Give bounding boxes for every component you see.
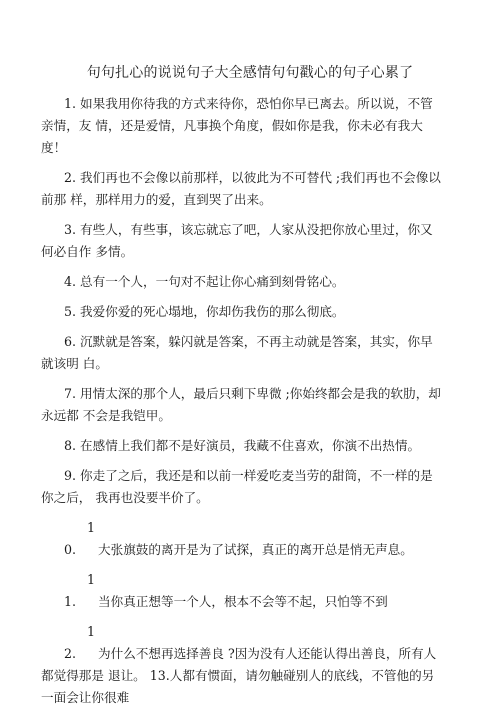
list-item: [41, 219, 445, 263]
list-item: [41, 301, 445, 323]
item-number: 8.: [64, 438, 77, 453]
item-text: 用情太深的那个人，最后只剩下卑微 ;你始终都会是我的软肋，却永远都 不会是我铠甲。: [41, 386, 441, 423]
list-item: [41, 271, 445, 293]
item-text: 沉默就是答案，躲闪就是答案，不再主动就是答案，其实，你早就该明 白。: [41, 334, 433, 371]
sentence-list: [41, 93, 445, 705]
list-item: [41, 331, 445, 375]
item-number: 1.: [64, 96, 77, 111]
item-number: 6.: [64, 334, 77, 349]
list-item: [41, 383, 445, 427]
list-item: [41, 621, 445, 705]
list-item: [41, 517, 445, 561]
item-number: 4.: [64, 274, 77, 289]
list-item: [41, 93, 445, 159]
item-number: 12.: [64, 624, 96, 661]
item-text: 总有一个人，一句对不起让你心痛到刻骨铭心。: [80, 274, 345, 289]
list-item: [41, 435, 445, 457]
item-text: 我爱你爱的死心塌地，你却伤我伤的那么彻底。: [80, 304, 345, 319]
list-item: [41, 569, 445, 613]
item-number: 9.: [64, 468, 77, 483]
item-text: 在感情上我们都不是好演员，我藏不住喜欢，你演不出热情。: [80, 438, 421, 453]
item-text: 我们再也不会像以前那样，以彼此为不可替代 ;我们再也不会像以前那 样，那样用力的爱，直到哭了出来。: [41, 170, 441, 207]
item-text: 大张旗鼓的离开是为了试探，真正的离开总是悄无声息。: [98, 542, 413, 557]
list-item: [41, 167, 445, 211]
item-text: 如果我用你待我的方式来待你，恐怕你早已离去。所以说，不管亲情，友 情，还是爱情，凡事换个角度，假如你是我，你未必有我大度！: [41, 96, 433, 155]
item-text: 你走了之后，我还是和以前一样爱吃麦当劳的甜筒，不一样的是你之后， 我再也没要半价了。: [41, 468, 433, 505]
item-number: 5.: [64, 304, 77, 319]
item-text: 当你真正想等一个人，根本不会等不起，只怕等不到: [98, 594, 388, 609]
item-text: 有些人，有些事，该忘就忘了吧，人家从没把你放心里过，你又何必自作 多情。: [41, 222, 433, 259]
item-number: 11.: [64, 572, 96, 609]
page-title: 句句扎心的说说句子大全感情句句戳心的句子心累了: [86, 65, 414, 81]
list-item: [41, 465, 445, 509]
item-number: 7.: [64, 386, 77, 401]
item-number: 2.: [64, 170, 77, 185]
item-number: 10.: [64, 520, 96, 557]
item-text-continued: 退让。 13.人都有惯面，请勿触碰别人的底线，不管他的另一面会让你很难: [41, 668, 435, 705]
item-number: 3.: [64, 222, 77, 237]
item-text: 为什么不想再选择善良 ?因为没有人还能认得出善良，所有人都觉得那是: [41, 646, 437, 683]
